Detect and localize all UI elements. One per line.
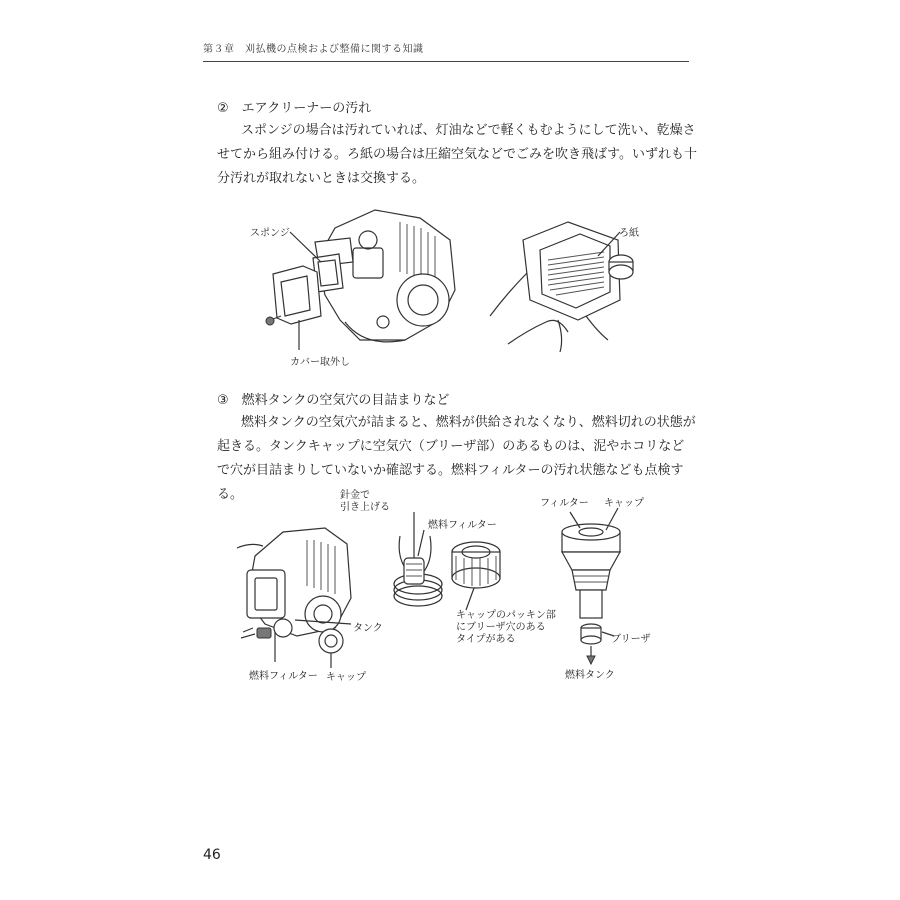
section-2-body: スポンジの場合は汚れていれば、灯油などで軽くもむようにして洗い、乾燥させてから組み付ける。ろ紙の場合は圧縮空気などでごみを吹き飛ばす。いずれも十分汚れが取れないときは交換する。 xyxy=(217,123,697,186)
label-cap: キャップ xyxy=(326,672,366,683)
page-number: 46 xyxy=(203,847,221,863)
label-fuel-filter: 燃料フィルター xyxy=(249,671,318,682)
label-cap-packing-note: キャップのパッキン部 にブリーザ穴のある タイプがある xyxy=(456,610,556,645)
figure-engine-tank xyxy=(235,520,380,670)
section-3-body: 燃料タンクの空気穴が詰まると、燃料が供給されなくなり、燃料切れの状態が起きる。タンクキャップに空気穴（ブリーザ部）のあるものは、泥やホコリなどで穴が目詰まりしていないか確認する。燃料フィルターの汚れ状態なども点検する。 xyxy=(217,415,696,502)
label-fuel-filter-2: 燃料フィルター xyxy=(428,520,497,531)
figure-engine-sponge xyxy=(255,200,465,350)
label-pull-with-wire: 針金で 引き上げる xyxy=(340,490,390,513)
section-2-title: ② エアクリーナーの汚れ xyxy=(217,101,372,116)
label-breather: ブリーザ xyxy=(611,634,651,645)
label-filter: フィルター xyxy=(540,498,589,509)
label-cap-2: キャップ xyxy=(604,498,644,509)
label-cover-removal: カバー取外し xyxy=(290,357,350,368)
label-sponge: スポンジ xyxy=(250,228,290,239)
label-tank: タンク xyxy=(353,623,383,634)
section-3-title: ③ 燃料タンクの空気穴の目詰まりなど xyxy=(217,393,450,408)
running-header: 第３章 刈払機の点検および整備に関する知識 xyxy=(203,40,689,62)
label-fuel-tank: 燃料タンク xyxy=(565,670,615,681)
label-filter-paper: ろ紙 xyxy=(619,228,639,239)
